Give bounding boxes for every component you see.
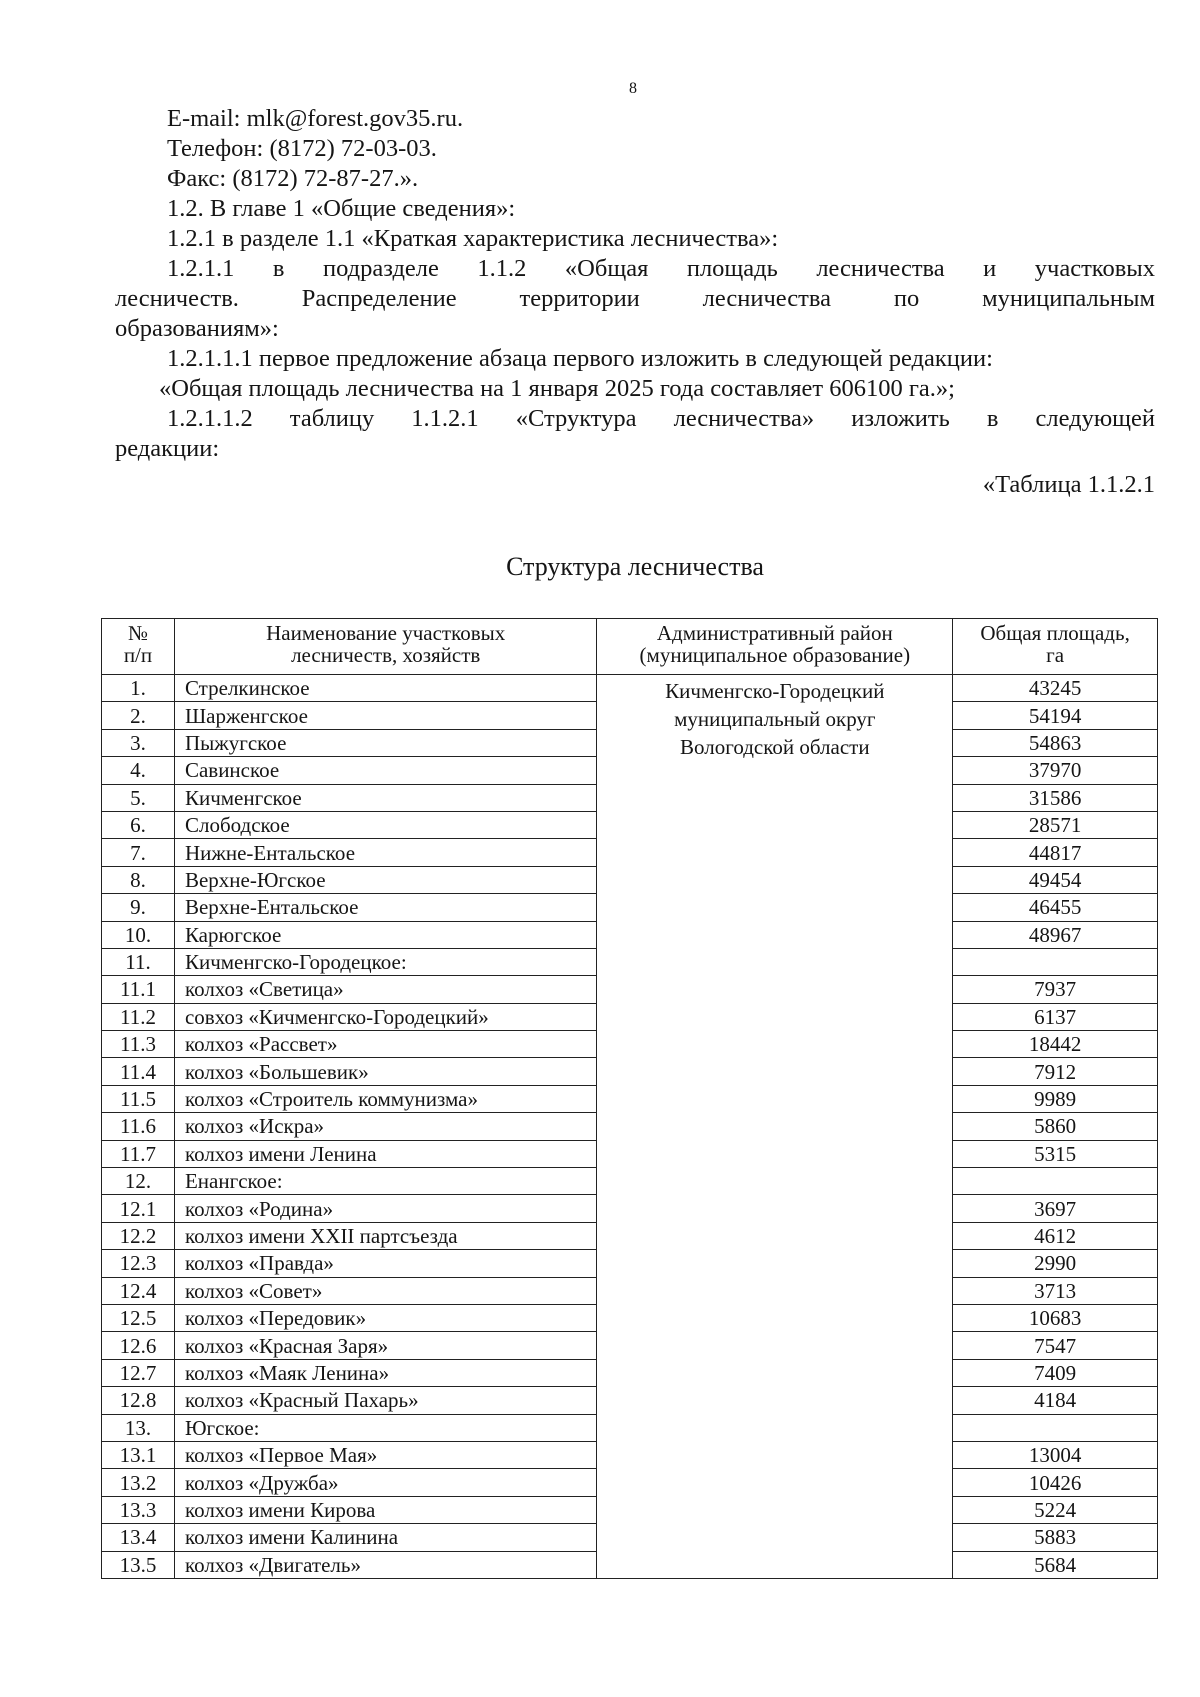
paragraph-1-2-1-1-line-b: лесничеств. Распределение территории лесничества по муниципальным xyxy=(115,285,1155,312)
row-area: 54194 xyxy=(953,702,1158,729)
row-name: колхоз имени XXII партсъезда xyxy=(174,1222,597,1249)
row-number: 13.2 xyxy=(102,1469,175,1496)
row-name: Енангское: xyxy=(174,1168,597,1195)
row-area: 18442 xyxy=(953,1031,1158,1058)
paragraph-1-2-1-1-line-a: 1.2.1.1 в подразделе 1.1.2 «Общая площадь лесничества и участковых xyxy=(167,255,1155,282)
row-area: 54863 xyxy=(953,729,1158,756)
row-area: 7912 xyxy=(953,1058,1158,1085)
row-name: колхоз «Искра» xyxy=(174,1113,597,1140)
row-area: 7547 xyxy=(953,1332,1158,1359)
row-area: 5860 xyxy=(953,1113,1158,1140)
row-number: 11. xyxy=(102,948,175,975)
row-number: 1. xyxy=(102,675,175,702)
row-area: 13004 xyxy=(953,1441,1158,1468)
row-name: совхоз «Кичменгско-Городецкий» xyxy=(174,1003,597,1030)
row-number: 13.3 xyxy=(102,1496,175,1523)
table-header-row xyxy=(102,619,1158,675)
row-number: 13.4 xyxy=(102,1524,175,1551)
row-name: колхоз «Первое Мая» xyxy=(174,1441,597,1468)
row-name: Шарженгское xyxy=(174,702,597,729)
row-number: 11.3 xyxy=(102,1031,175,1058)
row-area xyxy=(953,948,1158,975)
row-name: колхоз «Правда» xyxy=(174,1250,597,1277)
row-number: 7. xyxy=(102,839,175,866)
row-name: колхоз «Светица» xyxy=(174,976,597,1003)
row-number: 12.2 xyxy=(102,1222,175,1249)
row-number: 11.1 xyxy=(102,976,175,1003)
quoted-sentence: «Общая площадь лесничества на 1 января 2025 года составляет 606100 га.»; xyxy=(159,375,955,402)
row-area: 49454 xyxy=(953,866,1158,893)
row-name: Стрелкинское xyxy=(174,675,597,702)
header-district: Административный район (муниципальное образование) xyxy=(597,619,953,675)
row-number: 11.4 xyxy=(102,1058,175,1085)
row-name: Нижне-Ентальское xyxy=(174,839,597,866)
header-name: Наименование участковых лесничеств, хозяйств xyxy=(174,619,597,675)
row-area: 44817 xyxy=(953,839,1158,866)
row-area: 3697 xyxy=(953,1195,1158,1222)
table-title: Структура лесничества xyxy=(506,552,764,581)
row-number: 11.2 xyxy=(102,1003,175,1030)
row-area: 9989 xyxy=(953,1085,1158,1112)
row-number: 13. xyxy=(102,1414,175,1441)
row-name: колхоз имени Кирова xyxy=(174,1496,597,1523)
phone-line: Телефон: (8172) 72-03-03. xyxy=(167,135,437,162)
row-number: 12.8 xyxy=(102,1387,175,1414)
header-area: Общая площадь, га xyxy=(953,619,1158,675)
email-line: E-mail: mlk@forest.gov35.ru. xyxy=(167,105,464,132)
paragraph-1-2-1-1-line-c: образованиям»: xyxy=(115,315,279,342)
row-number: 12.1 xyxy=(102,1195,175,1222)
row-name: колхоз «Родина» xyxy=(174,1195,597,1222)
row-number: 12.5 xyxy=(102,1304,175,1331)
row-name: Верхне-Югское xyxy=(174,866,597,893)
header-number: № п/п xyxy=(102,619,175,675)
row-name: колхоз «Красный Пахарь» xyxy=(174,1387,597,1414)
row-number: 11.5 xyxy=(102,1085,175,1112)
row-number: 13.1 xyxy=(102,1441,175,1468)
fax-line: Факс: (8172) 72-87-27.». xyxy=(167,165,419,192)
paragraph-1-2-1-1-2-line-a: 1.2.1.1.2 таблицу 1.1.2.1 «Структура лесничества» изложить в следующей xyxy=(167,405,1155,432)
table-row xyxy=(102,675,1158,702)
table-body xyxy=(102,675,1158,1579)
row-number: 2. xyxy=(102,702,175,729)
row-number: 10. xyxy=(102,921,175,948)
row-name: колхоз «Строитель коммунизма» xyxy=(174,1085,597,1112)
row-number: 12.7 xyxy=(102,1359,175,1386)
row-name: колхоз «Рассвет» xyxy=(174,1031,597,1058)
row-area: 48967 xyxy=(953,921,1158,948)
row-number: 4. xyxy=(102,757,175,784)
row-number: 11.7 xyxy=(102,1140,175,1167)
row-area: 7409 xyxy=(953,1359,1158,1386)
row-name: Карюгское xyxy=(174,921,597,948)
forestry-structure-table xyxy=(101,618,1158,1579)
row-name: колхоз «Двигатель» xyxy=(174,1551,597,1578)
row-area: 4184 xyxy=(953,1387,1158,1414)
row-name: колхоз «Дружба» xyxy=(174,1469,597,1496)
row-name: Верхне-Ентальское xyxy=(174,894,597,921)
row-name: Кичменгско-Городецкое: xyxy=(174,948,597,975)
row-area: 4612 xyxy=(953,1222,1158,1249)
row-name: Слободское xyxy=(174,811,597,838)
row-area: 3713 xyxy=(953,1277,1158,1304)
row-name: Кичменгское xyxy=(174,784,597,811)
row-area: 46455 xyxy=(953,894,1158,921)
row-area: 5315 xyxy=(953,1140,1158,1167)
row-name: колхоз «Передовик» xyxy=(174,1304,597,1331)
row-name: колхоз имени Калинина xyxy=(174,1524,597,1551)
row-name: Югское: xyxy=(174,1414,597,1441)
row-number: 12. xyxy=(102,1168,175,1195)
row-name: Савинское xyxy=(174,757,597,784)
row-name: колхоз «Красная Заря» xyxy=(174,1332,597,1359)
row-name: колхоз «Большевик» xyxy=(174,1058,597,1085)
row-number: 3. xyxy=(102,729,175,756)
row-area: 5883 xyxy=(953,1524,1158,1551)
row-area: 5224 xyxy=(953,1496,1158,1523)
row-area: 6137 xyxy=(953,1003,1158,1030)
district-cell: Кичменгско-Городецкий муниципальный округ Вологодской области xyxy=(597,675,953,1579)
row-number: 9. xyxy=(102,894,175,921)
row-name: колхоз «Маяк Ленина» xyxy=(174,1359,597,1386)
row-area: 10426 xyxy=(953,1469,1158,1496)
row-number: 8. xyxy=(102,866,175,893)
row-area: 5684 xyxy=(953,1551,1158,1578)
row-area: 37970 xyxy=(953,757,1158,784)
row-area: 28571 xyxy=(953,811,1158,838)
row-area: 31586 xyxy=(953,784,1158,811)
row-area xyxy=(953,1168,1158,1195)
table-reference: «Таблица 1.1.2.1 xyxy=(982,471,1155,498)
row-number: 13.5 xyxy=(102,1551,175,1578)
row-number: 12.3 xyxy=(102,1250,175,1277)
paragraph-1-2-1: 1.2.1 в разделе 1.1 «Краткая характеристика лесничества»: xyxy=(167,225,779,252)
page-number: 8 xyxy=(629,80,637,97)
body-text xyxy=(115,104,1155,500)
row-name: колхоз имени Ленина xyxy=(174,1140,597,1167)
row-area: 43245 xyxy=(953,675,1158,702)
row-area xyxy=(953,1414,1158,1441)
row-number: 12.4 xyxy=(102,1277,175,1304)
row-name: Пыжугское xyxy=(174,729,597,756)
row-number: 5. xyxy=(102,784,175,811)
paragraph-1-2-1-1-1: 1.2.1.1.1 первое предложение абзаца первого изложить в следующей редакции: xyxy=(167,345,993,372)
row-area: 10683 xyxy=(953,1304,1158,1331)
paragraph-1-2: 1.2. В главе 1 «Общие сведения»: xyxy=(167,195,516,222)
paragraph-1-2-1-1-2-line-b: редакции: xyxy=(115,435,220,462)
row-area: 7937 xyxy=(953,976,1158,1003)
row-name: колхоз «Совет» xyxy=(174,1277,597,1304)
row-number: 6. xyxy=(102,811,175,838)
row-number: 11.6 xyxy=(102,1113,175,1140)
row-number: 12.6 xyxy=(102,1332,175,1359)
row-area: 2990 xyxy=(953,1250,1158,1277)
